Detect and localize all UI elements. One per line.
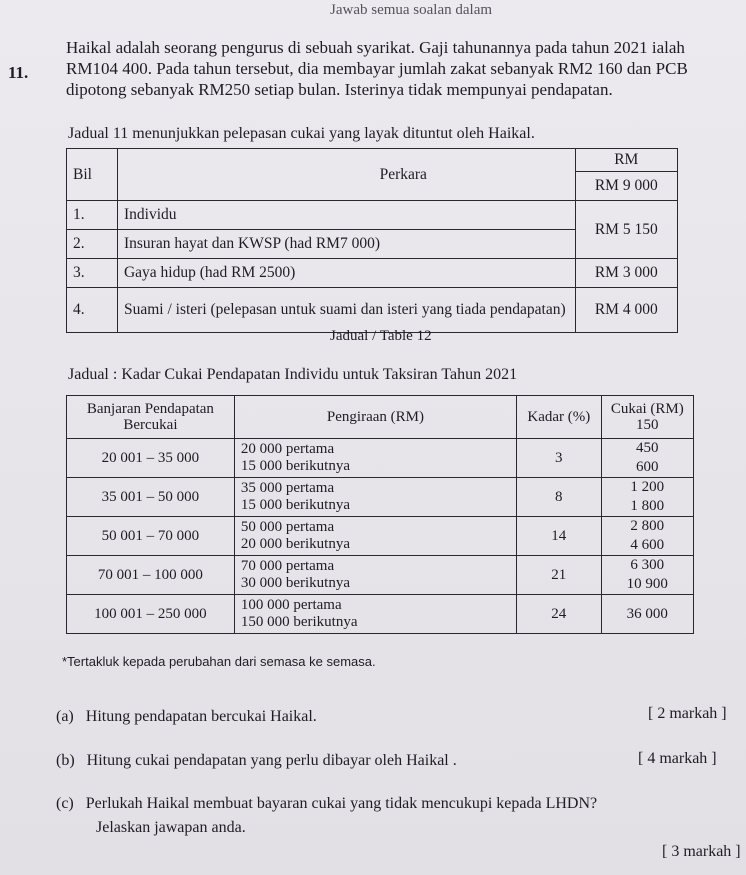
tax-value-next: 450: [636, 440, 659, 456]
calc-next: 15 000 berikutnya: [240, 497, 350, 513]
tax-cell: [601, 595, 693, 634]
relief-item-3: Gaya hidup (had RM 2500): [117, 259, 575, 288]
tax-cell: [601, 439, 693, 478]
rate-value: 3: [517, 439, 602, 478]
calc-next: 150 000 berikutnya: [240, 614, 358, 630]
subquestion-b-text: Hitung cukai pendapatan yang perlu dibayar oleh Haikal .: [86, 752, 457, 769]
rate-value: 14: [517, 517, 602, 556]
subquestion-c-marks: [ 3 markah ]: [662, 843, 741, 860]
calc-cell: [234, 517, 516, 556]
subquestion-b: [56, 752, 457, 770]
page-header: Jawab semua soalan dalam: [330, 2, 493, 18]
calc-cell: [234, 595, 516, 634]
tax-value-next: 1 200: [630, 479, 665, 495]
question-text: Haikal adalah seorang pengurus di sebuah syarikat. Gaji tahunannya pada tahun 2021 ialah RM104 400. Pada tahun tersebut, dia membayar jumlah zakat sebanyak RM2 160 dan PCB dipotong sebanyak RM250 setiap bulan. Isterinya tidak mempunyai pendapatan.: [66, 38, 688, 99]
relief-table: [66, 148, 678, 333]
tax-value-cumulative: 600: [636, 459, 659, 475]
subquestion-b-marks: [ 4 markah ]: [638, 750, 717, 767]
calc-first: 35 000 pertama: [240, 480, 335, 496]
tax-value-next: 36 000: [626, 605, 668, 622]
table11-caption: Jadual 11 menunjukkan pelepasan cukai yang layak dituntut oleh Haikal.: [68, 125, 535, 142]
header-perkara: Perkara: [117, 149, 575, 201]
header-kadar: Kadar (%): [517, 396, 602, 439]
tax-cell: [601, 478, 693, 517]
income-band: 100 001 – 250 000: [67, 595, 235, 634]
calc-next: 15 000 berikutnya: [240, 458, 350, 474]
header-rm: RM: [575, 149, 677, 172]
relief-rm-2: RM 5 150: [575, 201, 677, 259]
calc-first: 100 000 pertama: [240, 597, 342, 613]
tax-value-first: 150: [636, 417, 659, 433]
relief-item-1: Individu: [117, 201, 575, 230]
subquestion-a-text: Hitung pendapatan bercukai Haikal.: [85, 708, 317, 725]
rate-value: 8: [517, 478, 602, 517]
header-bil: Bil: [67, 149, 118, 201]
calc-first: 20 000 pertama: [240, 441, 335, 457]
income-band: 20 001 – 35 000: [67, 439, 235, 478]
subquestion-c: [56, 795, 597, 813]
header-pengiraan: Pengiraan (RM): [234, 396, 516, 439]
relief-rm-1: RM 9 000: [575, 172, 677, 201]
subquestion-c-text: Perlukah Haikal membuat bayaran cukai yang tidak mencukupi kepada LHDN?: [85, 795, 598, 812]
income-band: 70 001 – 100 000: [67, 556, 235, 595]
header-banjaran: Banjaran Pendapatan Bercukai: [67, 396, 235, 439]
relief-rm-3: RM 3 000: [575, 259, 677, 288]
tax-cell: [601, 556, 693, 595]
tax-rate-table: [66, 395, 694, 634]
subquestion-a-marks: [ 2 markah ]: [648, 705, 727, 722]
income-band: 50 001 – 70 000: [67, 517, 235, 556]
calc-first: 50 000 pertama: [240, 519, 335, 535]
tax-value-next: 6 300: [630, 557, 665, 573]
income-band: 35 001 – 50 000: [67, 478, 235, 517]
subquestion-c-label: (c): [56, 795, 74, 812]
subquestion-a-label: (a): [56, 708, 74, 725]
calc-cell: [234, 556, 516, 595]
tax-value-cumulative: 4 600: [630, 537, 665, 553]
header-cukai-label: Cukai (RM): [610, 401, 684, 417]
relief-bil-4: 4.: [67, 288, 118, 333]
calc-first: 70 000 pertama: [240, 558, 335, 574]
tax-value-next: 2 800: [630, 518, 665, 534]
tax-rate-table-caption: Jadual : Kadar Cukai Pendapatan Individu untuk Taksiran Tahun 2021: [68, 366, 518, 383]
subquestion-c-text-line2: Jelaskan jawapan anda.: [96, 819, 246, 836]
calc-next: 20 000 berikutnya: [240, 536, 350, 552]
calc-cell: [234, 478, 516, 517]
relief-item-2: Insuran hayat dan KWSP (had RM7 000): [117, 230, 575, 259]
relief-item-4: Suami / isteri (pelepasan untuk suami dan isteri yang tiada pendapatan): [117, 288, 575, 333]
tax-cell: [601, 517, 693, 556]
calc-cell: [234, 439, 516, 478]
subquestion-b-label: (b): [56, 752, 75, 769]
relief-bil-1: 1.: [67, 201, 118, 230]
relief-rm-4: RM 4 000: [575, 288, 677, 333]
tax-value-cumulative: 1 800: [630, 498, 665, 514]
rate-value: 24: [517, 595, 602, 634]
header-cukai: [601, 396, 693, 439]
relief-bil-2: 2.: [67, 230, 118, 259]
rate-value: 21: [517, 556, 602, 595]
question-number: 11.: [8, 63, 29, 82]
tax-value-cumulative: 10 900: [626, 576, 668, 592]
table12-label: Jadual / Table 12: [330, 328, 432, 344]
calc-next: 30 000 berikutnya: [240, 575, 350, 591]
subquestion-a: [56, 708, 317, 726]
table-footnote: *Tertakluk kepada perubahan dari semasa ke semasa.: [62, 654, 376, 669]
relief-bil-3: 3.: [67, 259, 118, 288]
